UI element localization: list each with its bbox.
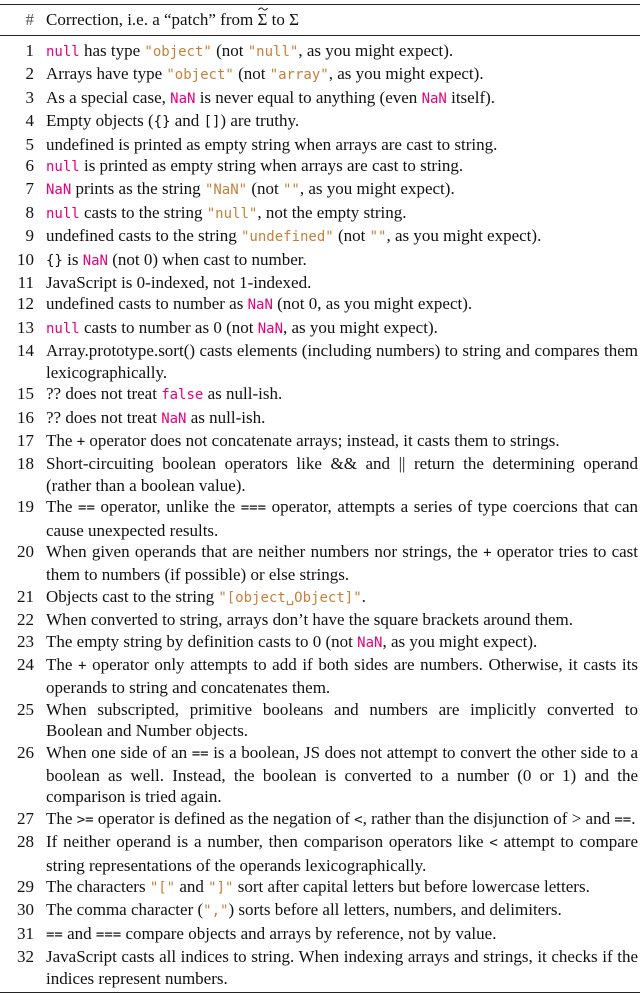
text-segment: operator does not concatenate arrays; instead, it casts them to strings. <box>85 430 560 450</box>
code-operator: == <box>191 745 209 762</box>
row-number: 23 <box>17 631 34 651</box>
code-operator: >= <box>76 811 94 828</box>
table-row <box>0 134 640 155</box>
row-number: 31 <box>17 923 34 943</box>
text-segment: (not <box>211 41 248 60</box>
text-segment: , as you might expect). <box>299 179 455 199</box>
text-segment: compare objects and arrays by reference, not by value. <box>121 923 497 943</box>
text-segment: casts to number as 0 (not <box>79 317 258 337</box>
table-row <box>0 496 640 541</box>
row-number: 19 <box>17 497 34 517</box>
row-correction <box>46 134 640 155</box>
table-header <box>0 5 640 35</box>
text-segment: The comma character ( <box>46 900 204 920</box>
code-string: "NaN" <box>204 182 248 199</box>
text-segment: is never equal to anything (even <box>195 87 422 107</box>
table-row <box>0 654 640 699</box>
text-segment: operator, attempts a series of type coercions that can cause unexpected results. <box>46 497 639 540</box>
row-number: 20 <box>17 541 34 561</box>
row-number: 22 <box>17 610 34 630</box>
text-segment: When subscripted, primitive booleans and numbers are implicitly converted to Boolean and Number objects. <box>46 699 638 741</box>
table-row <box>0 249 640 272</box>
row-number: 30 <box>17 900 34 920</box>
code-keyword: NaN <box>421 90 447 107</box>
header-number: # <box>25 10 34 29</box>
corrections-table <box>0 4 640 993</box>
code-keyword: null <box>46 159 80 176</box>
text-segment: Empty objects ( <box>46 111 154 131</box>
row-correction <box>46 40 640 63</box>
row-correction <box>46 110 640 133</box>
text-segment: , not the empty string. <box>257 202 407 222</box>
row-number: 21 <box>17 586 34 606</box>
table-row <box>0 541 640 586</box>
sigma-tilde <box>257 10 267 30</box>
text-segment: operator only attempts to add if both sides are numbers. Otherwise, it casts its operands to string and concatenates them. <box>46 654 638 698</box>
row-number: 29 <box>17 877 34 897</box>
table-row <box>0 293 640 316</box>
table-row <box>0 155 640 178</box>
text-segment: The empty string by definition casts to 0 (not <box>46 631 358 651</box>
table-row <box>0 317 640 340</box>
code-keyword: NaN <box>257 320 284 337</box>
header-correction <box>46 10 640 30</box>
text-segment: (not <box>333 226 370 246</box>
row-correction <box>46 586 640 609</box>
row-number: 10 <box>17 249 34 269</box>
text-segment: undefined casts to number as <box>46 294 248 314</box>
text-segment: prints as the string <box>71 179 205 199</box>
code-keyword: false <box>161 387 204 404</box>
text-segment: Arrays have type <box>46 64 167 84</box>
text-segment: operator tries to cast them to numbers (if possible) or else strings. <box>46 541 639 585</box>
row-number: 25 <box>17 699 34 719</box>
code-operator: < <box>354 811 363 828</box>
text-segment: Array.prototype.sort() casts elements (including numbers) to string and compares them lexicographically. <box>46 341 638 382</box>
text-segment: (not 0, as you might expect). <box>272 294 473 314</box>
code-operator: {} <box>46 252 63 269</box>
table-row <box>0 202 640 225</box>
row-correction <box>46 249 640 272</box>
row-correction <box>46 631 640 654</box>
text-segment: Short-circuiting boolean operators like && and || return the determining operand (rather than a boolean value). <box>46 454 638 495</box>
row-number: 13 <box>17 317 34 337</box>
code-keyword: NaN <box>247 297 273 314</box>
header-to: to <box>267 10 290 29</box>
row-number: 18 <box>17 454 34 474</box>
text-segment: attempt to compare string representations of the operands lexicographically. <box>46 832 638 875</box>
text-segment: is a boolean, JS does not attempt to convert the other side to a boolean as well. Instead, the boolean is converted to a number (0 or 1) and the comparison is tried again. <box>46 742 638 807</box>
text-segment: itself). <box>446 87 496 107</box>
table-row <box>0 923 640 946</box>
text-segment: operator, unlike the <box>94 497 241 517</box>
text-segment: ) sorts before all letters, numbers, and delimiters. <box>228 900 562 920</box>
row-correction <box>46 407 640 430</box>
code-string: "object" <box>144 44 212 60</box>
row-number: 24 <box>17 654 34 674</box>
code-keyword: NaN <box>46 182 72 199</box>
text-segment: has type <box>79 41 145 60</box>
table-row <box>0 340 640 383</box>
table-row <box>0 383 640 406</box>
table-row <box>0 876 640 899</box>
row-number: 3 <box>25 87 34 107</box>
row-correction <box>46 293 640 316</box>
text-segment: The <box>46 497 79 517</box>
text-segment: ?? does not treat <box>46 407 162 427</box>
table-row <box>0 699 640 742</box>
text-segment: , as you might expect). <box>298 41 454 60</box>
code-keyword: null <box>46 320 80 337</box>
text-segment: JavaScript casts all indices to string. When indexing arrays and strings, it checks if the indices represent numbers. <box>46 947 638 988</box>
row-number: 14 <box>17 341 34 361</box>
row-correction <box>46 831 640 876</box>
code-string: "" <box>282 182 300 199</box>
table-row <box>0 225 640 248</box>
text-segment: as null-ish. <box>203 384 283 404</box>
row-number: 16 <box>17 407 34 427</box>
row-number: 6 <box>25 156 34 176</box>
row-correction <box>46 453 640 496</box>
code-operator: {} <box>153 114 171 131</box>
text-segment: , as you might expect). <box>386 226 542 246</box>
text-segment: ) are truthy. <box>220 111 300 131</box>
row-correction <box>46 155 640 178</box>
row-correction <box>46 202 640 225</box>
text-segment: , rather than the disjunction of > and <box>362 808 615 828</box>
table-row <box>0 899 640 922</box>
text-segment: sort after capital letters but before lowercase letters. <box>233 877 590 897</box>
text-segment: The <box>46 654 79 674</box>
code-keyword: NaN <box>170 90 196 107</box>
row-correction <box>46 63 640 86</box>
row-number: 5 <box>25 134 34 154</box>
code-operator: == <box>78 500 95 517</box>
text-segment: The characters <box>46 877 150 897</box>
text-segment: The <box>46 808 77 828</box>
table-row <box>0 742 640 808</box>
code-keyword: null <box>46 205 80 222</box>
text-segment: When one side of an <box>46 742 192 762</box>
header-text: Correction, i.e. a “patch” from <box>46 10 258 29</box>
table-row <box>0 631 640 654</box>
code-operator: + <box>76 433 86 450</box>
code-string: "array" <box>269 67 329 84</box>
text-segment: and <box>175 877 209 897</box>
code-operator: == <box>46 926 63 943</box>
code-string: "null" <box>247 44 299 60</box>
table-row <box>0 430 640 453</box>
row-number: 4 <box>25 111 34 131</box>
text-segment: The <box>46 430 77 450</box>
code-operator: + <box>78 657 87 674</box>
code-operator: + <box>483 544 492 561</box>
text-segment: undefined casts to the string <box>46 226 241 246</box>
row-correction <box>46 272 640 293</box>
row-number: 9 <box>25 226 34 246</box>
row-number: 11 <box>17 273 34 293</box>
row-correction <box>46 430 640 453</box>
row-correction <box>46 317 640 340</box>
text-segment: undefined is printed as empty string when arrays are cast to string. <box>46 134 498 154</box>
row-number: 27 <box>17 808 34 828</box>
code-operator: === <box>240 500 267 517</box>
code-keyword: NaN <box>357 634 383 651</box>
row-number: 28 <box>17 832 34 852</box>
text-segment: Objects cast to the string <box>46 586 219 606</box>
code-operator: < <box>489 835 498 852</box>
table-row <box>0 808 640 831</box>
text-segment: . <box>361 586 366 606</box>
code-string: "null" <box>206 205 258 222</box>
text-segment: and <box>62 923 96 943</box>
table-row <box>0 453 640 496</box>
row-correction <box>46 654 640 699</box>
row-number: 2 <box>25 64 34 84</box>
table-row <box>0 63 640 86</box>
code-string: "[object␣Object]" <box>218 589 362 606</box>
code-string: "undefined" <box>241 229 334 246</box>
sigma-tilde-symbol: Σ <box>257 10 268 29</box>
row-correction <box>46 225 640 248</box>
table-row <box>0 110 640 133</box>
text-segment: As a special case, <box>46 87 171 107</box>
row-number: 15 <box>17 384 34 404</box>
row-number: 32 <box>17 947 34 967</box>
row-correction <box>46 541 640 586</box>
code-string: "]" <box>208 880 234 897</box>
text-segment: ?? does not treat <box>46 384 162 404</box>
code-keyword: NaN <box>82 252 108 269</box>
text-segment: , as you might expect). <box>283 317 438 337</box>
text-segment: casts to the string <box>79 202 207 222</box>
row-correction <box>46 946 640 989</box>
row-correction <box>46 923 640 946</box>
text-segment: is <box>62 249 83 269</box>
table-row <box>0 609 640 630</box>
text-segment: When converted to string, arrays don’t have the square brackets around them. <box>46 610 573 630</box>
row-correction <box>46 699 640 742</box>
text-segment: (not 0) when cast to number. <box>108 249 307 269</box>
tilde-accent-icon <box>258 7 268 11</box>
table-body <box>0 36 640 992</box>
row-correction <box>46 742 640 808</box>
row-number: 12 <box>17 294 34 314</box>
table-row <box>0 407 640 430</box>
code-keyword: NaN <box>161 410 187 427</box>
row-correction <box>46 383 640 406</box>
text-segment: operator is defined as the negation of <box>93 808 355 828</box>
row-number: 26 <box>17 742 34 762</box>
code-string: "object" <box>166 67 234 84</box>
row-number: 17 <box>17 430 34 450</box>
text-segment: (not <box>233 64 270 84</box>
sigma-symbol: Σ <box>289 10 300 29</box>
text-segment: , as you might expect). <box>382 631 538 651</box>
code-keyword: null <box>46 44 80 60</box>
row-correction <box>46 609 640 630</box>
text-segment: and <box>170 111 204 131</box>
row-correction <box>46 178 640 201</box>
text-segment: , as you might expect). <box>328 64 484 84</box>
code-string: "," <box>203 903 229 920</box>
row-correction <box>46 876 640 899</box>
row-correction <box>46 87 640 110</box>
row-correction <box>46 496 640 541</box>
table-row <box>0 272 640 293</box>
code-string: "" <box>369 229 387 246</box>
table-row <box>0 586 640 609</box>
text-segment: When given operands that are neither numbers nor strings, the <box>46 541 484 561</box>
table-row <box>0 831 640 876</box>
row-number: 8 <box>25 202 34 222</box>
text-segment: as null-ish. <box>186 407 266 427</box>
text-segment: (not <box>247 179 283 199</box>
table-row <box>0 87 640 110</box>
text-segment: . <box>631 808 636 828</box>
code-operator: === <box>95 926 122 943</box>
code-operator: == <box>614 811 632 828</box>
row-correction <box>46 808 640 831</box>
row-correction <box>46 340 640 383</box>
code-string: "[" <box>149 880 176 897</box>
text-segment: If neither operand is a number, then comparison operators like <box>46 832 490 852</box>
text-segment: JavaScript is 0-indexed, not 1-indexed. <box>46 273 312 293</box>
table-row <box>0 178 640 201</box>
row-number: 7 <box>25 179 34 199</box>
row-correction <box>46 899 640 922</box>
table-row <box>0 946 640 989</box>
row-number: 1 <box>25 41 34 60</box>
text-segment: is printed as empty string when arrays are cast to string. <box>79 156 464 176</box>
code-operator: [] <box>203 114 221 131</box>
table-row <box>0 40 640 63</box>
